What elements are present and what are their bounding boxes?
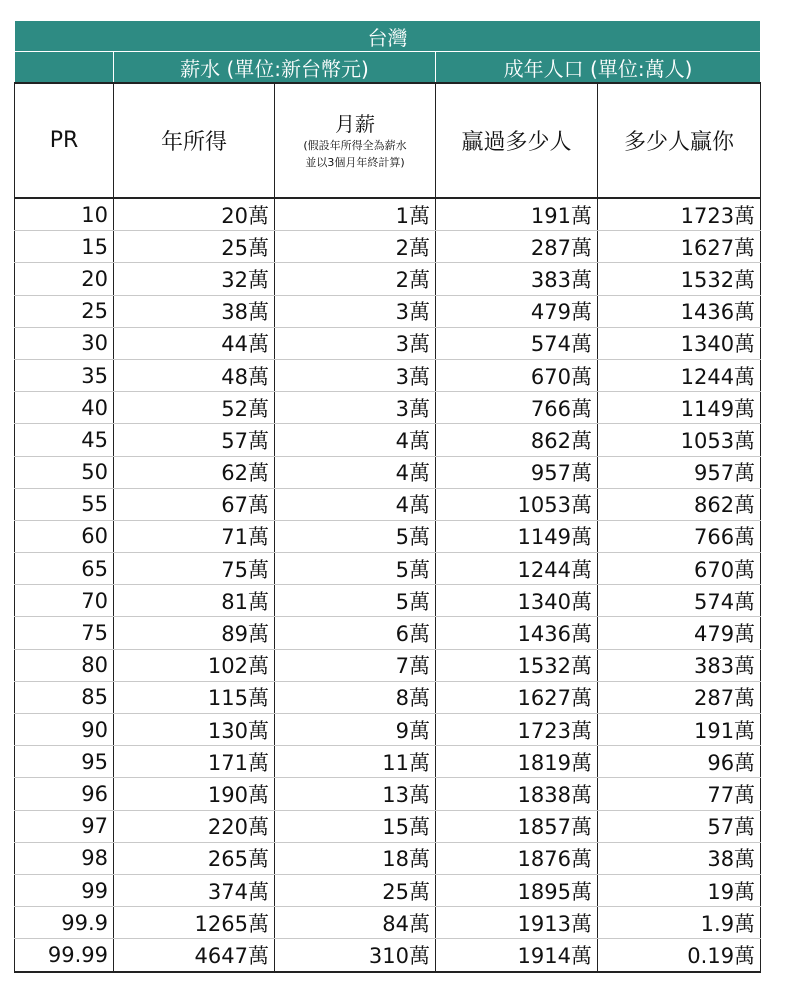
people-beaten-cell: 574萬	[436, 327, 598, 359]
monthly-salary-cell: 6萬	[275, 617, 436, 649]
people-ahead-cell: 957萬	[598, 456, 761, 488]
people-beaten-cell: 191萬	[436, 198, 598, 231]
pr-cell: 96	[15, 778, 114, 810]
people-ahead-cell: 1.9萬	[598, 907, 761, 939]
annual-income-cell: 75萬	[114, 553, 275, 585]
people-beaten-cell: 957萬	[436, 456, 598, 488]
people-beaten-cell: 766萬	[436, 392, 598, 424]
pr-cell: 99	[15, 874, 114, 906]
people-beaten-cell: 479萬	[436, 295, 598, 327]
pr-cell: 90	[15, 714, 114, 746]
people-beaten-cell: 1244萬	[436, 553, 598, 585]
monthly-salary-cell: 4萬	[275, 424, 436, 456]
table-row	[15, 392, 761, 424]
people-beaten-cell: 1149萬	[436, 520, 598, 552]
pr-cell: 15	[15, 231, 114, 263]
group-header-blank	[15, 52, 114, 84]
people-beaten-cell: 1819萬	[436, 746, 598, 778]
monthly-salary-cell: 18萬	[275, 842, 436, 874]
people-beaten-cell: 1627萬	[436, 681, 598, 713]
table-row	[15, 263, 761, 295]
annual-income-cell: 20萬	[114, 198, 275, 231]
people-beaten-cell: 1913萬	[436, 907, 598, 939]
people-ahead-cell: 862萬	[598, 488, 761, 520]
people-beaten-cell: 1436萬	[436, 617, 598, 649]
people-ahead-cell: 77萬	[598, 778, 761, 810]
table-row	[15, 424, 761, 456]
monthly-salary-cell: 15萬	[275, 810, 436, 842]
people-ahead-cell: 1149萬	[598, 392, 761, 424]
pr-cell: 10	[15, 198, 114, 231]
monthly-salary-label: 月薪	[335, 111, 375, 136]
people-ahead-cell: 96萬	[598, 746, 761, 778]
pr-cell: 60	[15, 520, 114, 552]
pr-cell: 45	[15, 424, 114, 456]
annual-income-cell: 115萬	[114, 681, 275, 713]
table-row	[15, 198, 761, 231]
pr-cell: 80	[15, 649, 114, 681]
annual-income-cell: 67萬	[114, 488, 275, 520]
annual-income-cell: 1265萬	[114, 907, 275, 939]
people-ahead-cell: 766萬	[598, 520, 761, 552]
table-row	[15, 231, 761, 263]
people-beaten-cell: 1914萬	[436, 939, 598, 972]
monthly-salary-cell: 5萬	[275, 585, 436, 617]
table-row	[15, 907, 761, 939]
monthly-salary-cell: 4萬	[275, 488, 436, 520]
annual-income-cell: 52萬	[114, 392, 275, 424]
monthly-salary-cell: 13萬	[275, 778, 436, 810]
people-ahead-cell: 287萬	[598, 681, 761, 713]
table-row	[15, 681, 761, 713]
pr-cell: 99.99	[15, 939, 114, 972]
monthly-salary-cell: 3萬	[275, 392, 436, 424]
table-row	[15, 939, 761, 972]
pr-cell: 50	[15, 456, 114, 488]
group-header-population: 成年人口 (單位:萬人)	[436, 52, 761, 84]
pr-cell: 98	[15, 842, 114, 874]
table-row	[15, 585, 761, 617]
table-row	[15, 488, 761, 520]
monthly-salary-cell: 1萬	[275, 198, 436, 231]
people-beaten-cell: 862萬	[436, 424, 598, 456]
table-row	[15, 810, 761, 842]
column-header-annual-income: 年所得	[114, 83, 275, 198]
table-row	[15, 746, 761, 778]
table-row	[15, 456, 761, 488]
annual-income-cell: 220萬	[114, 810, 275, 842]
annual-income-cell: 48萬	[114, 359, 275, 391]
column-header-people-ahead: 多少人贏你	[598, 83, 761, 198]
annual-income-cell: 130萬	[114, 714, 275, 746]
annual-income-cell: 38萬	[114, 295, 275, 327]
people-beaten-cell: 1723萬	[436, 714, 598, 746]
people-ahead-cell: 1723萬	[598, 198, 761, 231]
group-header-salary: 薪水 (單位:新台幣元)	[114, 52, 436, 84]
people-beaten-cell: 1895萬	[436, 874, 598, 906]
column-header-monthly-salary	[275, 83, 436, 198]
monthly-salary-note-line-2: 並以3個月年終計算)	[305, 155, 405, 169]
pr-cell: 97	[15, 810, 114, 842]
table-row	[15, 295, 761, 327]
table-row	[15, 874, 761, 906]
people-beaten-cell: 1340萬	[436, 585, 598, 617]
pr-cell: 95	[15, 746, 114, 778]
monthly-salary-cell: 3萬	[275, 327, 436, 359]
people-beaten-cell: 1876萬	[436, 842, 598, 874]
people-ahead-cell: 38萬	[598, 842, 761, 874]
annual-income-cell: 57萬	[114, 424, 275, 456]
monthly-salary-cell: 310萬	[275, 939, 436, 972]
table-body	[15, 198, 761, 972]
people-ahead-cell: 1244萬	[598, 359, 761, 391]
pr-cell: 55	[15, 488, 114, 520]
people-ahead-cell: 1053萬	[598, 424, 761, 456]
annual-income-cell: 25萬	[114, 231, 275, 263]
monthly-salary-cell: 3萬	[275, 359, 436, 391]
people-beaten-cell: 1532萬	[436, 649, 598, 681]
annual-income-cell: 102萬	[114, 649, 275, 681]
annual-income-cell: 89萬	[114, 617, 275, 649]
annual-income-cell: 81萬	[114, 585, 275, 617]
monthly-salary-cell: 5萬	[275, 520, 436, 552]
annual-income-cell: 190萬	[114, 778, 275, 810]
pr-cell: 85	[15, 681, 114, 713]
monthly-salary-cell: 11萬	[275, 746, 436, 778]
pr-income-table	[14, 20, 761, 973]
pr-cell: 70	[15, 585, 114, 617]
table-row	[15, 553, 761, 585]
pr-cell: 30	[15, 327, 114, 359]
people-beaten-cell: 287萬	[436, 231, 598, 263]
monthly-salary-cell: 7萬	[275, 649, 436, 681]
annual-income-cell: 265萬	[114, 842, 275, 874]
pr-cell: 75	[15, 617, 114, 649]
pr-cell: 40	[15, 392, 114, 424]
annual-income-cell: 4647萬	[114, 939, 275, 972]
annual-income-cell: 44萬	[114, 327, 275, 359]
column-header-people-beaten: 贏過多少人	[436, 83, 598, 198]
column-header-pr: PR	[15, 83, 114, 198]
people-ahead-cell: 1340萬	[598, 327, 761, 359]
table-row	[15, 714, 761, 746]
people-beaten-cell: 1838萬	[436, 778, 598, 810]
monthly-salary-note-line-1: (假設年所得全為薪水	[303, 138, 407, 152]
people-ahead-cell: 479萬	[598, 617, 761, 649]
monthly-salary-cell: 2萬	[275, 231, 436, 263]
monthly-salary-cell: 84萬	[275, 907, 436, 939]
annual-income-cell: 62萬	[114, 456, 275, 488]
table-row	[15, 778, 761, 810]
monthly-salary-cell: 8萬	[275, 681, 436, 713]
annual-income-cell: 374萬	[114, 874, 275, 906]
table-row	[15, 327, 761, 359]
people-beaten-cell: 383萬	[436, 263, 598, 295]
people-ahead-cell: 383萬	[598, 649, 761, 681]
table-row	[15, 359, 761, 391]
table-title: 台灣	[15, 21, 761, 52]
pr-cell: 20	[15, 263, 114, 295]
people-beaten-cell: 1857萬	[436, 810, 598, 842]
monthly-salary-cell: 4萬	[275, 456, 436, 488]
monthly-salary-cell: 9萬	[275, 714, 436, 746]
people-ahead-cell: 574萬	[598, 585, 761, 617]
annual-income-cell: 32萬	[114, 263, 275, 295]
people-ahead-cell: 1532萬	[598, 263, 761, 295]
table-row	[15, 520, 761, 552]
people-ahead-cell: 0.19萬	[598, 939, 761, 972]
monthly-salary-cell: 3萬	[275, 295, 436, 327]
table-row	[15, 649, 761, 681]
annual-income-cell: 71萬	[114, 520, 275, 552]
monthly-salary-cell: 2萬	[275, 263, 436, 295]
table-row	[15, 842, 761, 874]
people-ahead-cell: 1436萬	[598, 295, 761, 327]
people-ahead-cell: 191萬	[598, 714, 761, 746]
people-ahead-cell: 670萬	[598, 553, 761, 585]
people-ahead-cell: 19萬	[598, 874, 761, 906]
pr-income-table-container	[14, 20, 760, 973]
people-beaten-cell: 1053萬	[436, 488, 598, 520]
monthly-salary-cell: 5萬	[275, 553, 436, 585]
table-row	[15, 617, 761, 649]
people-ahead-cell: 1627萬	[598, 231, 761, 263]
people-ahead-cell: 57萬	[598, 810, 761, 842]
monthly-salary-cell: 25萬	[275, 874, 436, 906]
people-beaten-cell: 670萬	[436, 359, 598, 391]
pr-cell: 35	[15, 359, 114, 391]
annual-income-cell: 171萬	[114, 746, 275, 778]
pr-cell: 99.9	[15, 907, 114, 939]
pr-cell: 25	[15, 295, 114, 327]
pr-cell: 65	[15, 553, 114, 585]
